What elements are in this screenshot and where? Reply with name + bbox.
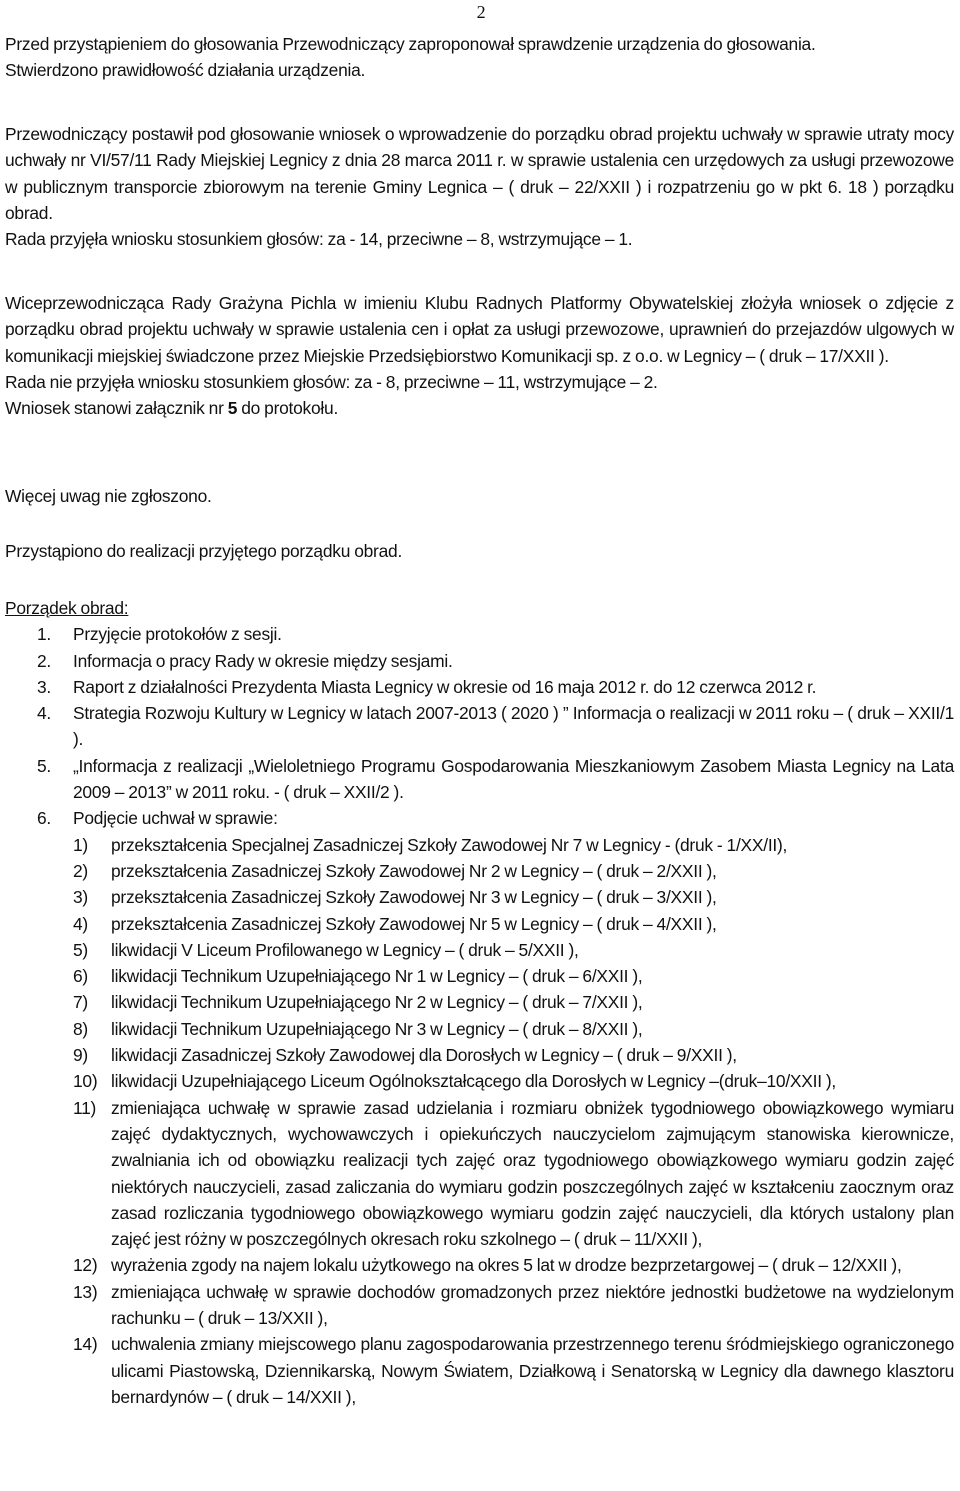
resolution-item <box>73 963 954 989</box>
agenda-item-text: Podjęcie uchwał w sprawie: <box>73 808 278 829</box>
resolution-item <box>73 989 954 1015</box>
no-comments-line <box>5 483 954 509</box>
resolution-number: 11) <box>73 1097 97 1118</box>
agenda-item <box>5 674 954 700</box>
resolution-text: likwidacji Technikum Uzupełniającego Nr 2 w Legnicy – ( druk – 7/XXII ), <box>111 992 643 1013</box>
agenda-item-text: „Informacja z realizacji „Wieloletniego Programu Gospodarowania Mieszkaniowym Zasobem Miasta Legnicy na Lata 2009 – 2013” w 2011 roku. - ( druk – XXII/2 ). <box>73 755 954 803</box>
resolution-number: 13) <box>73 1281 98 1302</box>
resolution-item <box>73 937 954 963</box>
attachment-note <box>5 395 954 421</box>
resolution-item <box>73 911 954 937</box>
agenda-section <box>5 595 954 1410</box>
agenda-heading: Porządek obrad: <box>5 598 129 618</box>
resolution-text: przekształcenia Zasadniczej Szkoły Zawodowej Nr 5 w Legnicy – ( druk – 4/XXII ), <box>111 913 717 934</box>
agenda-item <box>5 621 954 647</box>
agenda-motion-vote: Rada przyjęła wniosku stosunkiem głosów: za - 14, przeciwne – 8, wstrzymujące – 1. <box>5 229 633 250</box>
attachment-note-prefix: Wniosek stanowi załącznik nr <box>5 398 228 419</box>
resolution-item <box>73 832 954 858</box>
resolution-item <box>73 1252 954 1278</box>
resolution-item <box>73 858 954 884</box>
resolution-number: 4) <box>73 913 88 934</box>
agenda-item-number: 1. <box>37 624 52 645</box>
removal-motion-text: Wiceprzewodnicząca Rady Grażyna Pichla w imieniu Klubu Radnych Platformy Obywatelskiej złożyła wniosek o zdjęcie z porządku obrad projektu uchwały w sprawie ustalenia cen i opłat za usługi przewozowe, uprawnień do przejazdów ulgowych w komunikacji miejskiej świadczone przez Miejskie Przedsiębiorstwo Komunikacji sp. z o.o. w Legnicy – ( druk – 17/XXII ). <box>5 293 954 366</box>
agenda-list <box>5 621 954 1410</box>
resolution-item <box>73 1095 954 1253</box>
resolution-number: 7) <box>73 992 88 1013</box>
agenda-item-number: 2. <box>37 650 52 671</box>
resolution-number: 14) <box>73 1334 98 1355</box>
resolution-item <box>73 884 954 910</box>
removal-motion-paragraph <box>5 290 954 421</box>
agenda-item <box>5 648 954 674</box>
resolution-text: likwidacji Zasadniczej Szkoły Zawodowej dla Dorosłych w Legnicy – ( druk – 9/XXII ), <box>111 1045 737 1066</box>
resolution-number: 6) <box>73 966 88 987</box>
page-number: 2 <box>476 2 486 22</box>
agenda-motion-paragraph <box>5 121 954 252</box>
resolution-text: przekształcenia Zasadniczej Szkoły Zawodowej Nr 3 w Legnicy – ( druk – 3/XXII ), <box>111 887 717 908</box>
attachment-note-suffix: do protokołu. <box>237 398 339 419</box>
proceeded-text: Przystąpiono do realizacji przyjętego porządku obrad. <box>5 541 403 561</box>
agenda-item-number: 5. <box>37 755 52 776</box>
resolution-number: 12) <box>73 1255 98 1276</box>
proceeded-line <box>5 538 954 564</box>
resolution-item <box>73 1068 954 1094</box>
resolution-number: 5) <box>73 939 88 960</box>
resolution-item <box>73 1279 954 1332</box>
agenda-item <box>5 805 954 1410</box>
resolution-text: wyrażenia zgody na najem lokalu użytkowego na okres 5 lat w drodze bezprzetargowej – ( druk – 12/XXII ), <box>111 1255 902 1276</box>
voting-device-paragraph <box>5 31 954 84</box>
voting-device-line-2: Stwierdzono prawidłowość działania urządzenia. <box>5 60 366 81</box>
voting-device-line-1: Przed przystąpieniem do głosowania Przewodniczący zaproponował sprawdzenie urządzenia do głosowania. <box>5 34 816 54</box>
removal-motion-vote: Rada nie przyjęła wniosku stosunkiem głosów: za - 8, przeciwne – 11, wstrzymujące – 2. <box>5 371 658 392</box>
resolution-number: 1) <box>73 834 88 855</box>
resolution-number: 3) <box>73 887 88 908</box>
agenda-item-text: Przyjęcie protokołów z sesji. <box>73 624 282 645</box>
agenda-item-text: Strategia Rozwoju Kultury w Legnicy w latach 2007-2013 ( 2020 ) ” Informacja o realizacji w 2011 roku – ( druk – XXII/1 ). <box>73 703 954 750</box>
resolution-item <box>73 1016 954 1042</box>
resolution-number: 8) <box>73 1018 88 1039</box>
agenda-item <box>5 700 954 753</box>
agenda-item-number: 4. <box>37 703 52 724</box>
agenda-item-number: 6. <box>37 808 52 829</box>
resolutions-list <box>73 832 954 1411</box>
resolution-number: 2) <box>73 860 88 881</box>
resolution-number: 10) <box>73 1071 98 1092</box>
resolution-text: przekształcenia Specjalnej Zasadniczej Szkoły Zawodowej Nr 7 w Legnicy - (druk - 1/XX/II), <box>111 834 788 855</box>
resolution-text: zmieniająca uchwałę w sprawie zasad udzielania i rozmiaru obniżek tygodniowego obowiązkowego wymiaru zajęć dydaktycznych, wychowawczych i opiekuńczych nauczycielom zajmującym stanowiska kierownicze, zwalniania ich od obowiązku realizacji tych zajęć oraz tygodniowego obowiązkowego wymiaru godzin zajęć niektórych nauczycieli, zasad zaliczania do wymiaru godzin poszczególnych zajęć w kształceniu zaocznym oraz zasad rozliczania tygodniowego obowiązkowego wymiaru godzin zajęć nauczycieli, dla których ustalony plan zajęć jest różny w poszczególnych okresach roku szkolnego – ( druk – 11/XXII ), <box>111 1097 954 1250</box>
no-comments-text: Więcej uwag nie zgłoszono. <box>5 486 212 506</box>
resolution-item <box>73 1042 954 1068</box>
agenda-motion-text: Przewodniczący postawił pod głosowanie wniosek o wprowadzenie do porządku obrad projektu uchwały w sprawie utraty mocy uchwały nr VI/57/11 Rady Miejskiej Legnicy z dnia 28 marca 2011 r. w sprawie ustalenia cen urzędowych za usługi przewozowe w publicznym transporcie zbiorowym na terenie Gminy Legnica – ( druk – 22/XXII ) i rozpatrzeniu go w pkt 6. 18 ) porządku obrad. <box>5 124 954 223</box>
attachment-number: 5 <box>227 398 238 419</box>
resolution-text: uchwalenia zmiany miejscowego planu zagospodarowania przestrzennego terenu śródmiejskiego ograniczonego ulicami Piastowską, Dziennikarską, Nowym Światem, Działkową i Senatorską w Legnicy dla dawnego klasztoru bernardynów – ( druk – 14/XXII ), <box>111 1334 954 1407</box>
resolution-text: zmieniająca uchwałę w sprawie dochodów gromadzonych przez niektóre jednostki budżetowe na wydzielonym rachunku – ( druk – 13/XXII ), <box>111 1281 954 1329</box>
resolution-text: likwidacji Uzupełniającego Liceum Ogólnokształcącego dla Dorosłych w Legnicy –(druk–10/XXII ), <box>111 1071 837 1092</box>
resolution-text: likwidacji V Liceum Profilowanego w Legnicy – ( druk – 5/XXII ), <box>111 939 579 960</box>
resolution-number: 9) <box>73 1045 88 1066</box>
agenda-item <box>5 753 954 806</box>
agenda-item-text: Informacja o pracy Rady w okresie między sesjami. <box>73 650 453 671</box>
agenda-item-number: 3. <box>37 676 52 697</box>
resolution-item <box>73 1331 954 1410</box>
resolution-text: likwidacji Technikum Uzupełniającego Nr 1 w Legnicy – ( druk – 6/XXII ), <box>111 966 643 987</box>
resolution-text: przekształcenia Zasadniczej Szkoły Zawodowej Nr 2 w Legnicy – ( druk – 2/XXII ), <box>111 860 717 881</box>
agenda-item-text: Raport z działalności Prezydenta Miasta Legnicy w okresie od 16 maja 2012 r. do 12 czerwca 2012 r. <box>73 676 817 697</box>
resolution-text: likwidacji Technikum Uzupełniającego Nr 3 w Legnicy – ( druk – 8/XXII ), <box>111 1018 643 1039</box>
